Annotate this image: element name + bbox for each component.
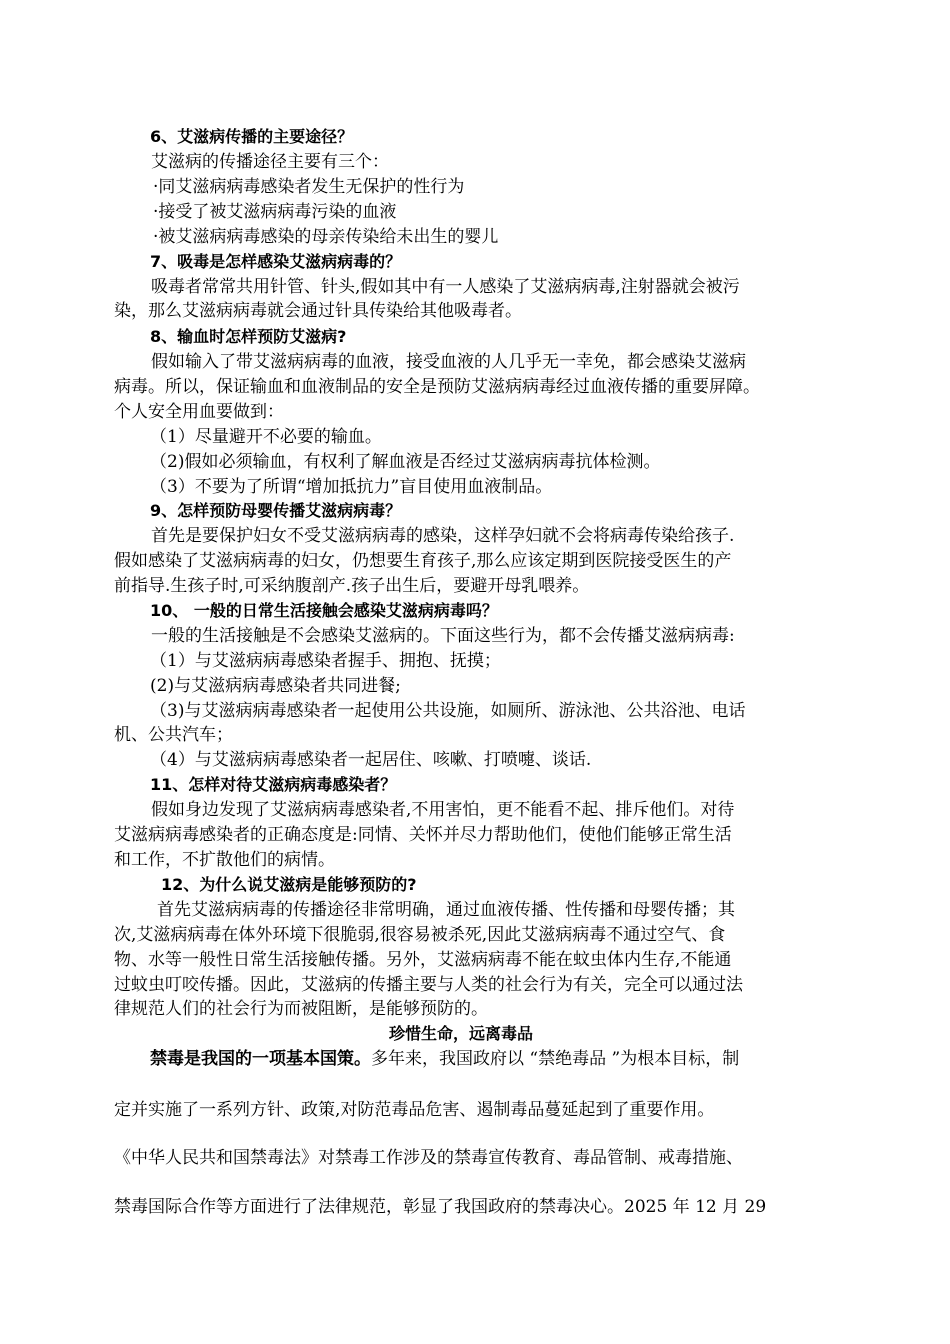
paragraph-line: 禁毒国际合作等方面进行了法律规范，彰显了我国政府的禁毒决心。2025 年 12 月 29 xyxy=(114,1197,767,1217)
section-12-heading: 12、为什么说艾滋病是能够预防的? xyxy=(161,875,417,894)
list-item: （4）与艾滋病病毒感染者一起居住、咳嗽、打喷嚏、谈话. xyxy=(150,750,592,770)
list-item: （2)假如必须输血，有权利了解血液是否经过艾滋病病毒抗体检测。 xyxy=(150,452,661,472)
paragraph-line: 和工作，不扩散他们的病情。 xyxy=(114,850,335,870)
paragraph-line: 《中华人民共和国禁毒法》对禁毒工作涉及的禁毒宣传教育、毒品管制、戒毒措施、 xyxy=(114,1148,743,1168)
paragraph-line: 吸毒者常常共用针管、针头,假如其中有一人感染了艾滋病病毒,注射器就会被污 xyxy=(151,277,740,297)
bullet-item: ·同艾滋病病毒感染者发生无保护的性行为 xyxy=(153,177,465,197)
paragraph-line: 物、水等一般性日常生活接触传播。另外，艾滋病病毒不能在蚊虫体内生存,不能通 xyxy=(114,950,732,970)
list-item: （3)与艾滋病病毒感染者一起使用公共设施，如厕所、游泳池、公共浴池、电话 xyxy=(150,701,746,721)
bullet-item: ·接受了被艾滋病病毒污染的血液 xyxy=(153,202,397,222)
paragraph-line: 假如身边发现了艾滋病病毒感染者,不用害怕，更不能看不起、排斥他们。对待 xyxy=(151,800,735,820)
section-11-heading: 11、怎样对待艾滋病病毒感染者？ xyxy=(150,775,397,794)
list-item: (2)与艾滋病病毒感染者共同进餐; xyxy=(150,676,401,696)
paragraph-line: 前指导.生孩子时,可采纳腹剖产.孩子出生后，要避开母乳喂养。 xyxy=(114,576,590,596)
section-6-intro: 艾滋病的传播途径主要有三个： xyxy=(151,152,389,172)
paragraph-line: 首先艾滋病病毒的传播途径非常明确，通过血液传播、性传播和母婴传播；其 xyxy=(157,900,735,920)
paragraph-line: 定并实施了一系列方针、政策,对防范毒品危害、遏制毒品蔓延起到了重要作用。 xyxy=(114,1100,715,1120)
list-item: （3）不要为了所谓“增加抵抗力”盲目使用血液制品。 xyxy=(150,477,553,497)
paragraph-line: 机、公共汽车； xyxy=(114,725,233,745)
article-title: 珍惜生命，远离毒品 xyxy=(389,1024,534,1043)
section-9-heading: 9、怎样预防母婴传播艾滋病病毒？ xyxy=(150,501,402,520)
paragraph-line: 艾滋病病毒感染者的正确态度是:同情、关怀并尽力帮助他们，使他们能够正常生活 xyxy=(114,825,732,845)
section-7-heading: 7、吸毒是怎样感染艾滋病病毒的？ xyxy=(150,252,402,271)
paragraph-line: 律规范人们的社会行为而被阻断，是能够预防的。 xyxy=(114,999,488,1019)
list-item: （1）尽量避开不必要的输血。 xyxy=(150,427,382,447)
paragraph-line: 假如感染了艾滋病病毒的妇女，仍想要生育孩子,那么应该定期到医院接受医生的产 xyxy=(114,551,732,571)
policy-statement: 禁毒是我国的一项基本国策。 xyxy=(150,1049,371,1069)
section-6-heading: 6、艾滋病传播的主要途径？ xyxy=(150,127,354,146)
paragraph-line: 次,艾滋病病毒在体外环境下很脆弱,很容易被杀死,因此艾滋病病毒不通过空气、食 xyxy=(114,925,726,945)
paragraph-line xyxy=(150,1048,739,1070)
section-10-heading: 10、 一般的日常生活接触会感染艾滋病病毒吗？ xyxy=(150,601,498,620)
paragraph-line: 染，那么艾滋病病毒就会通过针具传染给其他吸毒者。 xyxy=(114,301,522,321)
list-item: （1）与艾滋病病毒感染者握手、拥抱、抚摸； xyxy=(150,651,501,671)
paragraph-line: 病毒。所以，保证输血和血液制品的安全是预防艾滋病病毒经过血液传播的重要屏障。 xyxy=(114,377,760,397)
paragraph-line: 个人安全用血要做到： xyxy=(114,402,284,422)
paragraph-text: 多年来，我国政府以 “禁绝毒品 ”为根本目标，制 xyxy=(371,1049,740,1069)
section-8-heading: 8、输血时怎样预防艾滋病? xyxy=(150,327,347,346)
bullet-item: ·被艾滋病病毒感染的母亲传染给未出生的婴儿 xyxy=(153,227,499,247)
paragraph-line: 首先是要保护妇女不受艾滋病病毒的感染，这样孕妇就不会将病毒传染给孩子. xyxy=(151,526,735,546)
paragraph-line: 假如输入了带艾滋病病毒的血液，接受血液的人几乎无一幸免，都会感染艾滋病 xyxy=(151,352,746,372)
paragraph-line: 过蚊虫叮咬传播。因此，艾滋病的传播主要与人类的社会行为有关，完全可以通过法 xyxy=(114,975,743,995)
paragraph-line: 一般的生活接触是不会感染艾滋病的。下面这些行为，都不会传播艾滋病病毒: xyxy=(151,626,735,646)
